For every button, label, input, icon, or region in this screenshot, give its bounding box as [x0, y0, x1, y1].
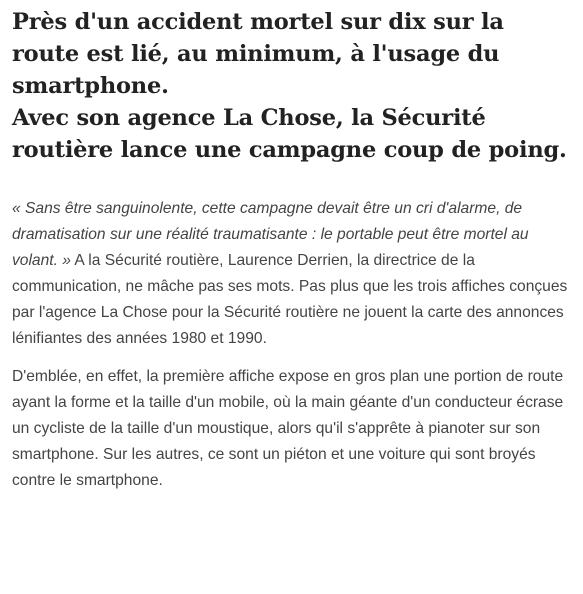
headline-line-1: Près d'un accident mortel sur dix sur la route est lié, au minimum, à l'usage du smartphone. [12, 9, 504, 99]
article-headline [12, 6, 577, 166]
paragraph-1 [12, 196, 577, 352]
paragraph-1-text: A la Sécurité routière, Laurence Derrien, la directrice de la communication, ne mâche pas ses mots. Pas plus que les trois affiches conçues par l'agence La Chose pour la Sécurité routière ne jouent la carte des annonces lénifiantes des années 1980 et 1990. [12, 252, 568, 347]
article [12, 6, 577, 506]
headline-line-2: Avec son agence La Chose, la Sécurité routière lance une campagne coup de poing. [12, 105, 567, 163]
paragraph-2: D'emblée, en effet, la première affiche expose en gros plan une portion de route ayant la forme et la taille d'un mobile, où la main géante d'un conducteur écrase un cycliste de la taille d'un moustique, alors qu'il s'apprête à pianoter sur son smartphone. Sur les autres, ce sont un piéton et une voiture qui sont broyés contre le smartphone. [12, 368, 564, 489]
quote-text: « Sans être sanguinolente, cette campagne devait être un cri d'alarme, de dramatisation sur une réalité traumatisante : le portable peut être mortel au volant. » [12, 200, 529, 269]
